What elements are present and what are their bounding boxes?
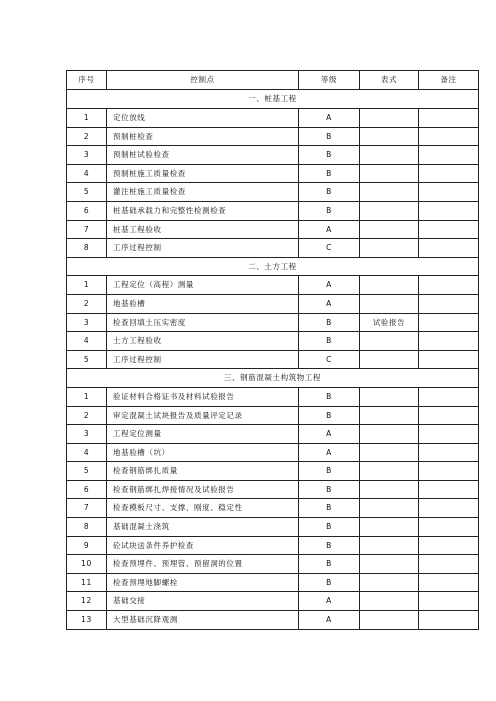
row-control-point: 验证材料合格证书及材料试验报告: [107, 387, 299, 406]
table-row: [67, 518, 479, 537]
row-form: [360, 332, 419, 351]
row-number: 3: [67, 146, 107, 165]
row-control-point: 定位放线: [107, 109, 299, 128]
table-row: [67, 406, 479, 425]
row-number: 4: [67, 332, 107, 351]
row-remark: [419, 425, 479, 444]
table-row: [67, 220, 479, 239]
row-control-point: 桩基工程验收: [107, 220, 299, 239]
row-remark: [419, 276, 479, 295]
row-form: [360, 294, 419, 313]
row-control-point: 检查模板尺寸、支撑、刚度、稳定性: [107, 499, 299, 518]
row-grade: B: [299, 499, 360, 518]
row-grade: B: [299, 406, 360, 425]
row-number: 8: [67, 518, 107, 537]
table-row: [67, 109, 479, 128]
table-row: [67, 592, 479, 611]
row-form: [360, 592, 419, 611]
row-number: 8: [67, 239, 107, 258]
row-remark: [419, 518, 479, 537]
row-form: [360, 146, 419, 165]
row-number: 6: [67, 480, 107, 499]
row-number: 3: [67, 425, 107, 444]
row-grade: B: [299, 387, 360, 406]
row-form: [360, 406, 419, 425]
row-control-point: 地基验槽（坑）: [107, 443, 299, 462]
section-title: 一、桩基工程: [67, 90, 479, 109]
table-row: [67, 276, 479, 295]
table-row: [67, 294, 479, 313]
row-form: [360, 201, 419, 220]
row-grade: B: [299, 555, 360, 574]
row-remark: [419, 294, 479, 313]
row-number: 1: [67, 109, 107, 128]
table-row: [67, 164, 479, 183]
row-control-point: 桩基础承载力和完整性检测检查: [107, 201, 299, 220]
row-number: 1: [67, 276, 107, 295]
row-control-point: 预制桩施工质量检查: [107, 164, 299, 183]
row-grade: A: [299, 276, 360, 295]
row-remark: [419, 555, 479, 574]
row-form: [360, 239, 419, 258]
row-remark: [419, 127, 479, 146]
row-form: [360, 518, 419, 537]
row-remark: [419, 499, 479, 518]
row-form: [360, 555, 419, 574]
header-remark: 备注: [419, 71, 479, 90]
row-form: [360, 611, 419, 630]
row-remark: [419, 350, 479, 369]
row-grade: A: [299, 611, 360, 630]
row-remark: [419, 592, 479, 611]
row-number: 2: [67, 294, 107, 313]
table-row: [67, 555, 479, 574]
table-row: [67, 313, 479, 332]
row-remark: [419, 406, 479, 425]
row-form: [360, 573, 419, 592]
row-number: 5: [67, 183, 107, 202]
header-form: 表式: [360, 71, 419, 90]
row-grade: B: [299, 146, 360, 165]
row-number: 6: [67, 201, 107, 220]
row-grade: C: [299, 350, 360, 369]
row-grade: A: [299, 443, 360, 462]
row-grade: C: [299, 239, 360, 258]
section-row: [67, 90, 479, 109]
table-row: [67, 480, 479, 499]
row-number: 3: [67, 313, 107, 332]
table-row: [67, 573, 479, 592]
row-number: 5: [67, 350, 107, 369]
row-form: [360, 443, 419, 462]
row-grade: B: [299, 480, 360, 499]
row-control-point: 基础交接: [107, 592, 299, 611]
row-control-point: 大型基础沉降观测: [107, 611, 299, 630]
row-control-point: 审定混凝土试块报告及质量评定记录: [107, 406, 299, 425]
table-row: [67, 146, 479, 165]
row-control-point: 预制桩检查: [107, 127, 299, 146]
table-row: [67, 183, 479, 202]
row-remark: [419, 480, 479, 499]
row-remark: [419, 313, 479, 332]
row-grade: B: [299, 201, 360, 220]
row-grade: B: [299, 183, 360, 202]
table-row: [67, 536, 479, 555]
row-control-point: 检查预埋地脚螺栓: [107, 573, 299, 592]
row-control-point: 基础混凝土浇筑: [107, 518, 299, 537]
table-row: [67, 425, 479, 444]
row-form: [360, 480, 419, 499]
table-row: [67, 332, 479, 351]
row-remark: [419, 443, 479, 462]
row-number: 9: [67, 536, 107, 555]
row-control-point: 土方工程验收: [107, 332, 299, 351]
row-number: 11: [67, 573, 107, 592]
table-row: [67, 350, 479, 369]
row-number: 10: [67, 555, 107, 574]
table-row: [67, 127, 479, 146]
row-number: 2: [67, 406, 107, 425]
table-row: [67, 443, 479, 462]
row-number: 5: [67, 462, 107, 481]
table-body: [67, 90, 479, 629]
row-control-point: 检查预埋件、预埋管、预留洞的位置: [107, 555, 299, 574]
row-remark: [419, 573, 479, 592]
row-control-point: 砼试块送条件养护检查: [107, 536, 299, 555]
section-title: 三、钢筋混凝土构筑物工程: [67, 369, 479, 388]
header-no: 序号: [67, 71, 107, 90]
row-form: [360, 220, 419, 239]
row-control-point: 灌注桩施工质量检查: [107, 183, 299, 202]
row-remark: [419, 611, 479, 630]
section-row: [67, 369, 479, 388]
row-number: 2: [67, 127, 107, 146]
row-number: 4: [67, 443, 107, 462]
row-control-point: 工程定位（高程）测量: [107, 276, 299, 295]
row-form: 试验报告: [360, 313, 419, 332]
row-remark: [419, 220, 479, 239]
row-control-point: 预制桩试验检查: [107, 146, 299, 165]
row-form: [360, 127, 419, 146]
row-form: [360, 183, 419, 202]
section-title: 二、土方工程: [67, 257, 479, 276]
row-remark: [419, 387, 479, 406]
table-row: [67, 499, 479, 518]
row-form: [360, 164, 419, 183]
row-form: [360, 109, 419, 128]
header-control-point: 控制点: [107, 71, 299, 90]
row-form: [360, 276, 419, 295]
row-remark: [419, 146, 479, 165]
row-grade: A: [299, 220, 360, 239]
row-form: [360, 387, 419, 406]
row-grade: B: [299, 518, 360, 537]
row-remark: [419, 201, 479, 220]
row-form: [360, 499, 419, 518]
control-points-table: [66, 70, 479, 630]
row-number: 7: [67, 499, 107, 518]
row-grade: B: [299, 573, 360, 592]
row-control-point: 工程定位测量: [107, 425, 299, 444]
row-remark: [419, 536, 479, 555]
row-number: 7: [67, 220, 107, 239]
row-grade: A: [299, 294, 360, 313]
row-control-point: 地基验槽: [107, 294, 299, 313]
row-remark: [419, 239, 479, 258]
row-grade: A: [299, 425, 360, 444]
row-grade: B: [299, 536, 360, 555]
row-grade: B: [299, 313, 360, 332]
table-row: [67, 387, 479, 406]
row-number: 13: [67, 611, 107, 630]
row-form: [360, 350, 419, 369]
row-control-point: 检查回填土压实密度: [107, 313, 299, 332]
row-control-point: 检查钢筋绑扎焊接情况及试验报告: [107, 480, 299, 499]
row-grade: B: [299, 462, 360, 481]
row-remark: [419, 462, 479, 481]
table-row: [67, 462, 479, 481]
row-grade: B: [299, 332, 360, 351]
row-grade: B: [299, 127, 360, 146]
row-remark: [419, 109, 479, 128]
row-number: 1: [67, 387, 107, 406]
row-number: 12: [67, 592, 107, 611]
row-control-point: 工序过程控制: [107, 350, 299, 369]
row-grade: A: [299, 592, 360, 611]
row-control-point: 工序过程控制: [107, 239, 299, 258]
table-row: [67, 611, 479, 630]
row-number: 4: [67, 164, 107, 183]
header-grade: 等级: [299, 71, 360, 90]
row-remark: [419, 164, 479, 183]
row-form: [360, 462, 419, 481]
section-row: [67, 257, 479, 276]
row-remark: [419, 332, 479, 351]
row-remark: [419, 183, 479, 202]
row-control-point: 检查钢筋绑扎质量: [107, 462, 299, 481]
row-form: [360, 536, 419, 555]
header-row: [67, 71, 479, 90]
row-grade: A: [299, 109, 360, 128]
table-row: [67, 201, 479, 220]
row-grade: B: [299, 164, 360, 183]
row-form: [360, 425, 419, 444]
table-row: [67, 239, 479, 258]
